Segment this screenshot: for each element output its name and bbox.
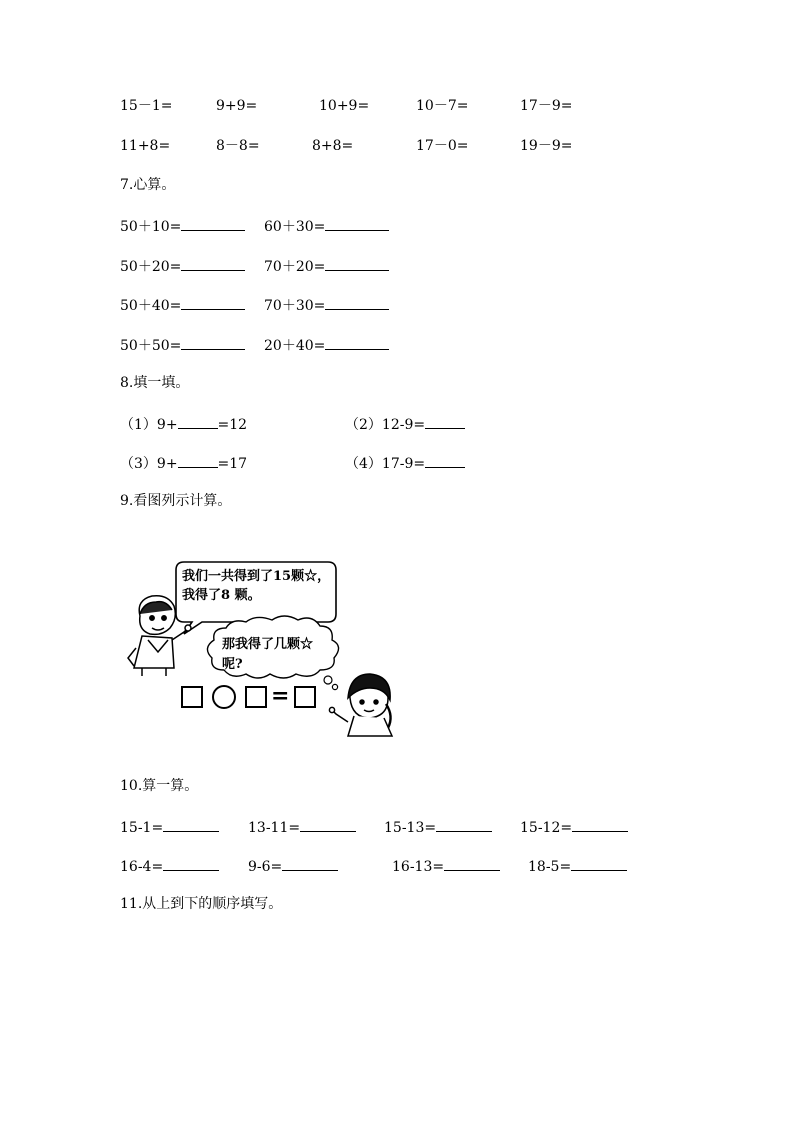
- s7-left-1-expr: 50＋10=: [120, 219, 182, 235]
- s8-item-3: [120, 453, 247, 473]
- answer-blank[interactable]: [325, 295, 389, 310]
- s7-left-2: [120, 256, 245, 276]
- section-9-title: 9.看图列示计算。: [120, 493, 232, 509]
- bubble2-line1: 那我得了几颗☆: [222, 637, 314, 652]
- section-7-title: 7.心算。: [120, 177, 176, 193]
- answer-blank[interactable]: [571, 856, 627, 871]
- s6-r2-c5: 19－9=: [520, 138, 573, 154]
- s10-r2-c4-expr: 18-5=: [528, 859, 572, 875]
- answer-blank[interactable]: [572, 817, 628, 832]
- section-10-title: 10.算一算。: [120, 778, 199, 794]
- s10-r2-c2-expr: 9-6=: [248, 859, 283, 875]
- s6-r2-c3: 8+8=: [312, 138, 354, 154]
- s7-right-4: [264, 335, 389, 355]
- s7-right-4-expr: 20＋40=: [264, 338, 326, 354]
- answer-blank[interactable]: [425, 453, 465, 468]
- s7-left-4-expr: 50＋50=: [120, 338, 182, 354]
- section-8-title: 8.填一填。: [120, 375, 190, 391]
- s10-r1-c3: [384, 817, 492, 837]
- s10-r2-c3: [392, 856, 500, 876]
- answer-blank[interactable]: [444, 856, 500, 871]
- s8-item-2: [345, 414, 465, 434]
- s10-r1-c1-expr: 15-1=: [120, 820, 164, 836]
- operator-circle[interactable]: [212, 685, 236, 709]
- answer-blank[interactable]: [325, 256, 389, 271]
- answer-blank[interactable]: [282, 856, 338, 871]
- answer-blank[interactable]: [325, 216, 389, 231]
- s6-r1-c3: 10+9=: [319, 98, 370, 114]
- answer-blank[interactable]: [178, 453, 218, 468]
- answer-box-1[interactable]: [181, 686, 203, 708]
- answer-blank[interactable]: [178, 414, 218, 429]
- answer-blank[interactable]: [425, 414, 465, 429]
- answer-blank[interactable]: [181, 216, 245, 231]
- s8-item-1-post: =12: [217, 417, 248, 433]
- answer-blank[interactable]: [300, 817, 356, 832]
- s6-r1-c2: 9+9=: [216, 98, 258, 114]
- answer-blank[interactable]: [436, 817, 492, 832]
- s7-right-1: [264, 216, 389, 236]
- s7-right-2-expr: 70＋20=: [264, 259, 326, 275]
- s6-r1-c5: 17－9=: [520, 98, 573, 114]
- s10-r2-c3-expr: 16-13=: [392, 859, 445, 875]
- answer-box-2[interactable]: [245, 686, 267, 708]
- s6-r2-c1: 11+8=: [120, 138, 171, 154]
- s8-item-3-pre: （3）9+: [120, 456, 178, 472]
- bubble1-line2: 我得了8 颗。: [182, 588, 261, 603]
- answer-blank[interactable]: [181, 256, 245, 271]
- section-11-title: 11.从上到下的顺序填写。: [120, 896, 283, 912]
- s10-r1-c1: [120, 817, 219, 837]
- s10-r2-c2: [248, 856, 338, 876]
- s8-item-3-post: =17: [217, 456, 248, 472]
- answer-blank[interactable]: [325, 335, 389, 350]
- s10-r2-c1: [120, 856, 219, 876]
- bubble2-line2: 呢?: [222, 657, 243, 672]
- s7-right-3: [264, 295, 389, 315]
- s7-left-3: [120, 295, 245, 315]
- s7-left-4: [120, 335, 245, 355]
- s7-left-2-expr: 50＋20=: [120, 259, 182, 275]
- s10-r1-c4: [520, 817, 628, 837]
- s10-r1-c2-expr: 13-11=: [248, 820, 301, 836]
- s10-r1-c3-expr: 15-13=: [384, 820, 437, 836]
- s8-item-1: [120, 414, 247, 434]
- s6-r1-c4: 10－7=: [416, 98, 469, 114]
- s6-r1-c1: 15－1=: [120, 98, 173, 114]
- s8-item-1-pre: （1）9+: [120, 417, 178, 433]
- s7-right-3-expr: 70＋30=: [264, 298, 326, 314]
- answer-box-3[interactable]: [294, 686, 316, 708]
- answer-blank[interactable]: [163, 856, 219, 871]
- s7-left-3-expr: 50＋40=: [120, 298, 182, 314]
- s10-r1-c4-expr: 15-12=: [520, 820, 573, 836]
- bubble1-line1: 我们一共得到了15颗☆，: [182, 569, 331, 584]
- s7-right-2: [264, 256, 389, 276]
- s10-r1-c2: [248, 817, 356, 837]
- s10-r2-c4: [528, 856, 627, 876]
- s8-item-4: [345, 453, 465, 473]
- answer-blank[interactable]: [181, 335, 245, 350]
- s8-item-4-pre: （4）17-9=: [345, 456, 426, 472]
- s7-right-1-expr: 60＋30=: [264, 219, 326, 235]
- s8-item-2-pre: （2）12-9=: [345, 417, 426, 433]
- answer-blank[interactable]: [163, 817, 219, 832]
- girl-figure: [329, 674, 392, 736]
- answer-blank[interactable]: [181, 295, 245, 310]
- s6-r2-c4: 17－0=: [416, 138, 469, 154]
- s7-left-1: [120, 216, 245, 236]
- s10-r2-c1-expr: 16-4=: [120, 859, 164, 875]
- equals-sign: =: [271, 683, 290, 709]
- s6-r2-c2: 8－8=: [216, 138, 260, 154]
